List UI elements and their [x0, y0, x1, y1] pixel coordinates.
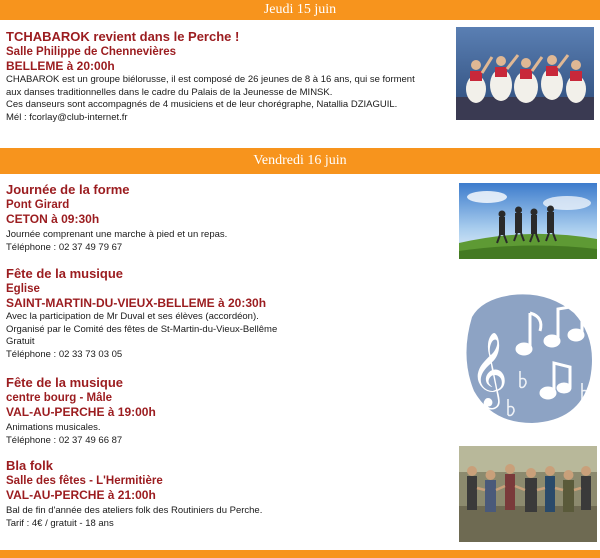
event-time: SAINT-MARTIN-DU-VIEUX-BELLEME à 20:30h — [6, 296, 267, 310]
event-time: BELLEME à 20:00h — [6, 59, 115, 73]
event-time: CETON à 09:30h — [6, 212, 100, 226]
event-phone: Téléphone : 02 37 49 66 87 — [6, 434, 123, 446]
event-title: TCHABAROK revient dans le Perche ! — [6, 29, 240, 44]
event-description-line: Journée comprenant une marche à pied et un repas. — [6, 229, 228, 240]
event-description-line: Ces danseurs sont accompagnés de 4 musiciens et de leur chorégraphe, Natallia DZIAGUIL. — [6, 99, 398, 110]
event-description-line: Avec la participation de Mr Duval et ses élèves (accordéon). — [6, 311, 259, 322]
event-venue: Eglise — [6, 283, 40, 295]
event-tchabarok — [6, 29, 446, 124]
event-phone: Téléphone : 02 37 49 79 67 — [6, 241, 123, 253]
event-bla-folk — [6, 458, 446, 530]
event-title: Journée de la forme — [6, 182, 130, 197]
day-header-vendredi — [0, 148, 600, 174]
event-email-link[interactable]: Mél : fcorlay@club-internet.fr — [6, 111, 128, 123]
event-title: Bla folk — [6, 458, 53, 473]
dancers-photo — [456, 27, 594, 120]
event-venue: Pont Girard — [6, 199, 70, 211]
event-venue: Salle des fêtes - L'Hermitière — [6, 475, 163, 487]
bottom-divider — [0, 550, 600, 558]
event-title: Fête de la musique — [6, 375, 124, 390]
event-journee-forme — [6, 182, 446, 254]
event-venue: centre bourg - Mâle — [6, 392, 113, 404]
event-price: Tarif : 4€ / gratuit - 18 ans — [6, 517, 114, 529]
event-fete-musique-st-martin — [6, 266, 446, 361]
event-time: VAL-AU-PERCHE à 19:00h — [6, 405, 156, 419]
event-description-line: Animations musicales. — [6, 422, 101, 433]
event-phone: Téléphone : 02 33 73 03 05 — [6, 348, 123, 360]
event-price: Gratuit — [6, 336, 35, 347]
event-venue: Salle Philippe de Chennevières — [6, 46, 177, 58]
folk-dance-photo — [459, 446, 597, 542]
event-description-line: Organisé par le Comité des fêtes de St-Martin-du-Vieux-Bellême — [6, 323, 278, 335]
event-description-line: aux danses traditionnelles dans le cadre du Palais de la Jeunesse de MINSK. — [6, 86, 333, 98]
day-label: Vendredi 16 juin — [253, 153, 347, 168]
event-description-line: Bal de fin d'année des ateliers folk des Routiniers du Perche. — [6, 505, 263, 516]
day-label: Jeudi 15 juin — [263, 2, 337, 17]
event-description-line: CHABAROK est un groupe biélorusse, il est composé de 26 jeunes de 8 à 16 ans, qui se forment — [6, 74, 415, 85]
hikers-photo — [459, 183, 597, 259]
event-time: VAL-AU-PERCHE à 21:00h — [6, 488, 156, 502]
svg-text:𝄞: 𝄞 — [470, 333, 508, 407]
event-fete-musique-val-au-perche — [6, 375, 446, 447]
event-title: Fête de la musique — [6, 266, 124, 281]
day-header-jeudi — [0, 0, 600, 20]
music-notes-illustration — [452, 287, 598, 429]
